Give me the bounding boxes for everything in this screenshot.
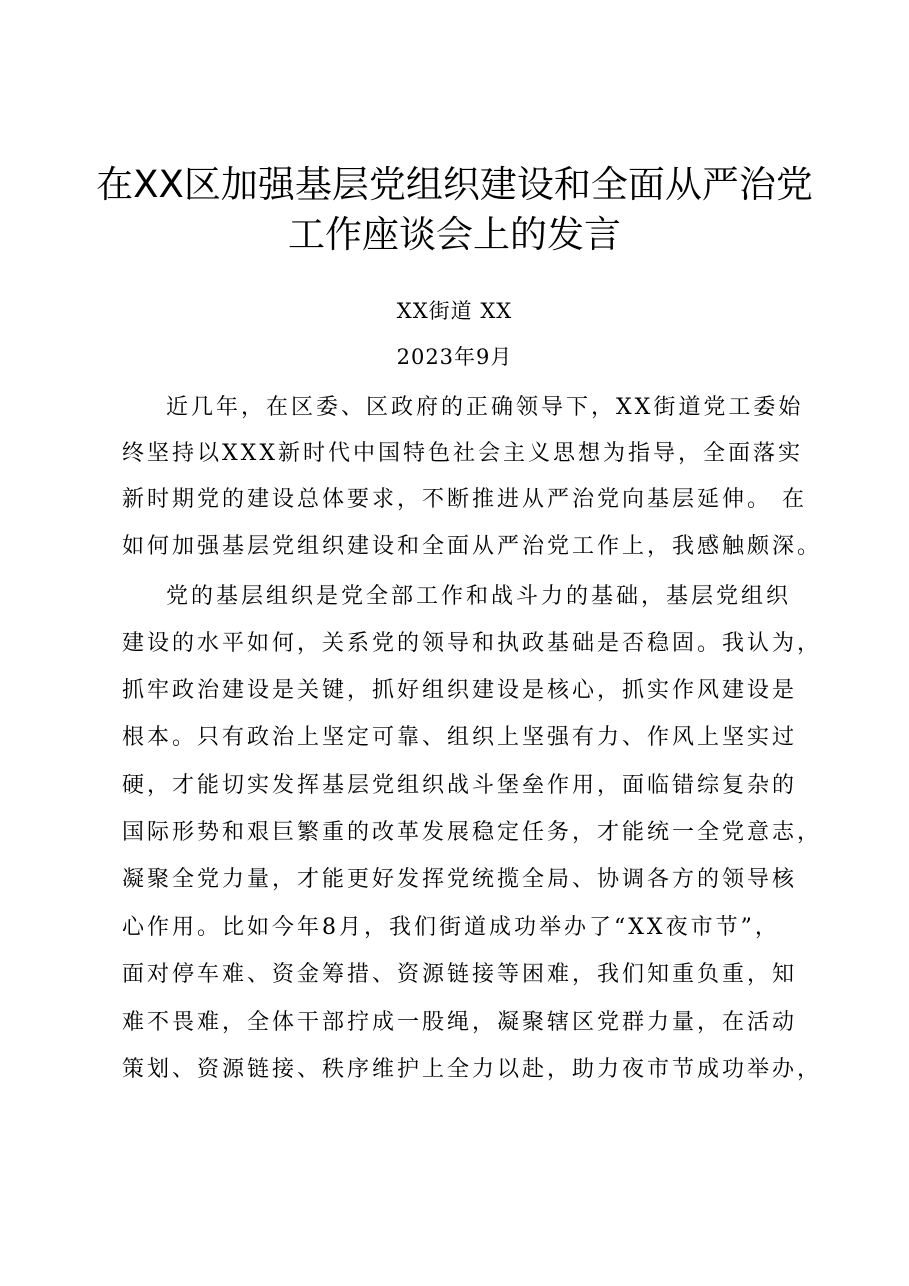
- paragraph-2-line-2: 建设的水平如何，关系党的领导和执政基础是否稳固。我认为，: [122, 631, 823, 656]
- paragraph-2-line-10: 难不畏难，全体干部拧成一股绳，凝聚辖区党群力量，在活动: [122, 1010, 798, 1035]
- paragraph-1-line-2: 终坚持以XXX新时代中国特色社会主义思想为指导，全面落实: [122, 441, 803, 466]
- document-author: XX街道 XX: [396, 299, 513, 323]
- paragraph-2-line-4: 根本。只有政治上坚定可靠、组织上坚强有力、作风上坚实过: [122, 725, 798, 750]
- document-title-line-1: 在XX区加强基层党组织建设和全面从严治党: [96, 163, 813, 206]
- paragraph-2-line-11: 策划、资源链接、秩序维护上全力以赴，助力夜市节成功举办，: [122, 1057, 823, 1082]
- paragraph-2-line-8: 心作用。比如今年8月，我们街道成功举办了“XX夜市节”，: [122, 915, 780, 940]
- paragraph-1-line-4: 如何加强基层党组织建设和全面从严治党工作上，我感触颇深。: [122, 534, 823, 559]
- paragraph-2-line-6: 国际形势和艰巨繁重的改革发展稳定任务，才能统一全党意志，: [122, 820, 823, 845]
- paragraph-1-line-3: 新时期党的建设总体要求，不断推进从严治党向基层延伸。 在: [122, 487, 807, 512]
- document-title-line-2: 工作座谈会上的发言: [288, 213, 621, 256]
- paragraph-2-line-1: 党的基层组织是党全部工作和战斗力的基础，基层党组织: [166, 584, 792, 609]
- paragraph-1-line-1: 近几年，在区委、区政府的正确领导下，XX街道党工委始: [166, 395, 804, 420]
- paragraph-2-line-5: 硬，才能切实发挥基层党组织战斗堡垒作用，面临错综复杂的: [122, 773, 798, 798]
- paragraph-2-line-9: 面对停车难、资金筹措、资源链接等困难，我们知重负重，知: [122, 962, 798, 987]
- paragraph-2-line-3: 抓牢政治建设是关键，抓好组织建设是核心，抓实作风建设是: [122, 678, 798, 703]
- paragraph-2-line-7: 凝聚全党力量，才能更好发挥党统揽全局、协调各方的领导核: [122, 867, 798, 892]
- document-date: 2023年9月: [396, 345, 513, 369]
